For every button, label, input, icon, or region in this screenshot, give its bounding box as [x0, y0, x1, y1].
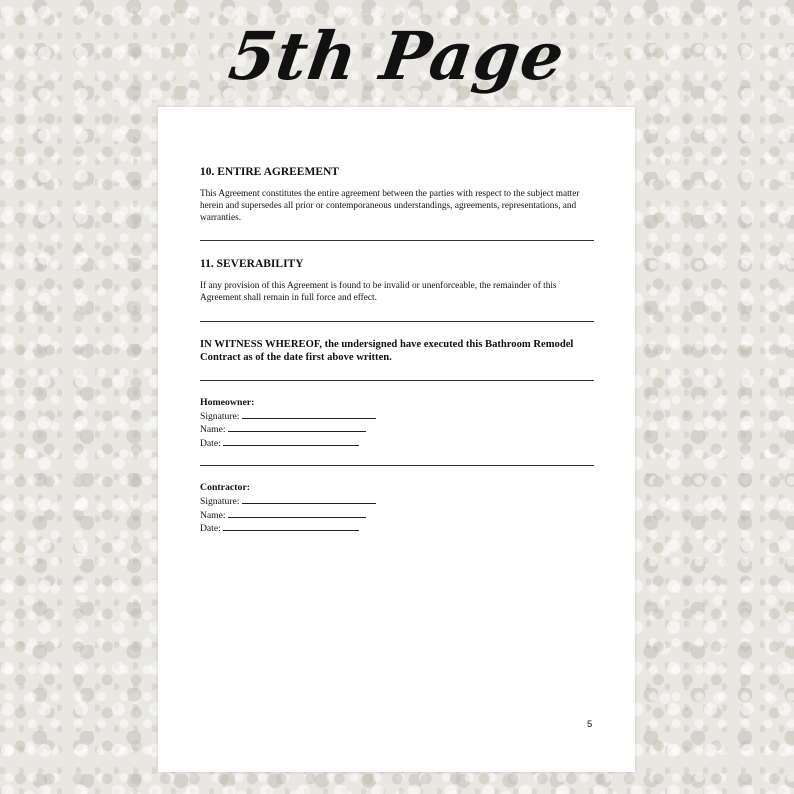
homeowner-signature-field — [200, 409, 594, 423]
contractor-label: Contractor: — [200, 482, 251, 494]
contractor-name-field — [200, 508, 594, 522]
field-label: Signature: — [200, 495, 240, 507]
contractor-signature-field — [200, 494, 594, 508]
homeowner-name-field — [200, 422, 594, 436]
divider — [200, 321, 594, 322]
witness-statement: IN WITNESS WHEREOF, the undersigned have executed this Bathroom Remodel Contract as of the date first above written. — [200, 338, 574, 363]
document-content — [200, 165, 594, 535]
signature-line — [242, 409, 376, 419]
date-line — [223, 521, 359, 531]
section-heading: 10. ENTIRE AGREEMENT — [200, 166, 339, 178]
page-number: 5 — [587, 719, 593, 730]
signature-line — [242, 494, 376, 504]
section-heading: 11. SEVERABILITY — [200, 258, 304, 271]
date-line — [223, 436, 359, 446]
banner-title: 5th Page — [224, 17, 570, 95]
section-body: If any provision of this Agreement is found to be invalid or unenforceable, the remainder of this Agreement shall remain in full force and effect. — [200, 281, 557, 304]
field-label: Name: — [200, 424, 226, 436]
document-page — [158, 107, 635, 772]
section-severability — [200, 257, 594, 305]
divider — [200, 380, 594, 381]
field-label: Date: — [200, 523, 221, 535]
section-entire-agreement — [200, 165, 594, 224]
homeowner-label: Homeowner: — [200, 396, 255, 408]
name-line — [228, 422, 366, 432]
field-label: Name: — [200, 509, 226, 521]
divider — [200, 465, 594, 466]
homeowner-signature-block — [200, 397, 594, 449]
section-body: This Agreement constitutes the entire agreement between the parties with respect to the subject matter herein and supersedes all prior or contemporaneous understandings, agreements, representations, and warranties. — [200, 189, 580, 223]
name-line — [228, 508, 366, 518]
field-label: Signature: — [200, 410, 240, 422]
homeowner-date-field — [200, 436, 594, 450]
contractor-signature-block — [200, 482, 594, 534]
divider — [200, 240, 594, 241]
contractor-date-field — [200, 521, 594, 535]
field-label: Date: — [200, 437, 221, 449]
